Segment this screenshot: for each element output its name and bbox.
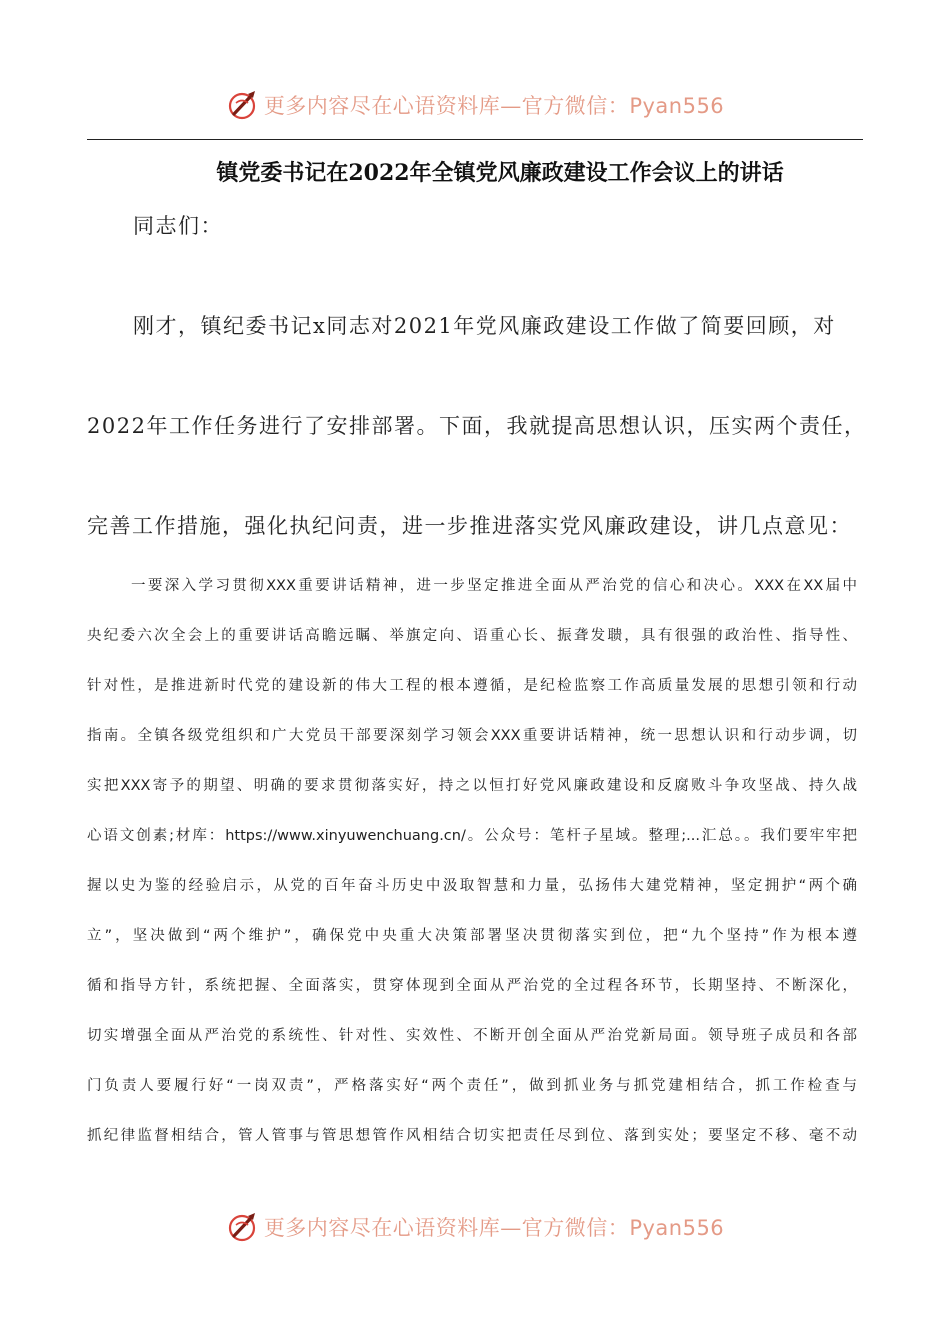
document-title: 镇党委书记在2022年全镇党风廉政建设工作会议上的讲话 (216, 160, 784, 186)
body-line: 抓纪律监督相结合，管人管事与管思想管作风相结合切实把责任尽到位、落到实处；要坚定不移、毫不动 (87, 1128, 857, 1144)
body-line: 心语文创素;材库：https://www.xinyuwenchuang.cn/。公众号：笔杆子星域。整理;...汇总。。我们要牢牢把 (87, 828, 857, 844)
banner-text: 更多内容尽在心语资料库—官方微信：Pyan556 (263, 94, 725, 118)
intro-line: 2022年工作任务进行了安排部署。下面，我就提高思想认识，压实两个责任， (87, 414, 867, 438)
body-paragraph (87, 568, 857, 1168)
footer-watermark-banner (0, 1204, 950, 1250)
intro-line: 完善工作措施，强化执纪问责，进一步推进落实党风廉政建设，讲几点意见： (87, 514, 852, 538)
greeting: 同志们： (133, 214, 223, 238)
body-line: 握以史为鉴的经验启示，从党的百年奋斗历史中汲取智慧和力量，弘扬伟大建党精神，坚定拥护“两个确 (87, 878, 857, 894)
body-line: 切实增强全面从严治党的系统性、针对性、实效性、不断开创全面从严治党新局面。领导班子成员和各部 (87, 1028, 857, 1044)
body-line: 针对性，是推进新时代党的建设新的伟大工程的根本遵循，是纪检监察工作高质量发展的思想引领和行动 (87, 678, 857, 694)
intro-line: 刚才，镇纪委书记x同志对2021年党风廉政建设工作做了简要回顾，对 (133, 314, 836, 338)
body-line: 一要深入学习贯彻XXX重要讲话精神，进一步坚定推进全面从严治党的信心和决心。XXX在XX届中 (131, 578, 857, 594)
body-line: 循和指导方针，系统把握、全面落实，贯穿体现到全面从严治党的全过程各环节，长期坚持、不断深化， (87, 978, 857, 994)
body-line: 门负责人要履行好“一岗双责”，严格落实好“两个责任”，做到抓业务与抓党建相结合，抓工作检查与 (87, 1078, 857, 1094)
pen-logo-icon (226, 1210, 260, 1244)
banner-text: 更多内容尽在心语资料库—官方微信：Pyan556 (263, 1216, 725, 1240)
body-line: 立”，坚决做到“两个维护”，确保党中央重大决策部署坚决贯彻落实到位，把“九个坚持”作为根本遵 (87, 928, 857, 944)
body-line: 实把XXX寄予的期望、明确的要求贯彻落实好，持之以恒打好党风廉政建设和反腐败斗争攻坚战、持久战 (87, 778, 857, 794)
header-watermark-banner (0, 82, 950, 128)
body-line: 央纪委六次全会上的重要讲话高瞻远瞩、举旗定向、语重心长、振聋发聩，具有很强的政治性、指导性、 (87, 628, 857, 644)
header-divider (87, 139, 863, 140)
body-line: 指南。全镇各级党组织和广大党员干部要深刻学习领会XXX重要讲话精神，统一思想认识和行动步调，切 (87, 728, 857, 744)
pen-logo-icon (226, 88, 260, 122)
